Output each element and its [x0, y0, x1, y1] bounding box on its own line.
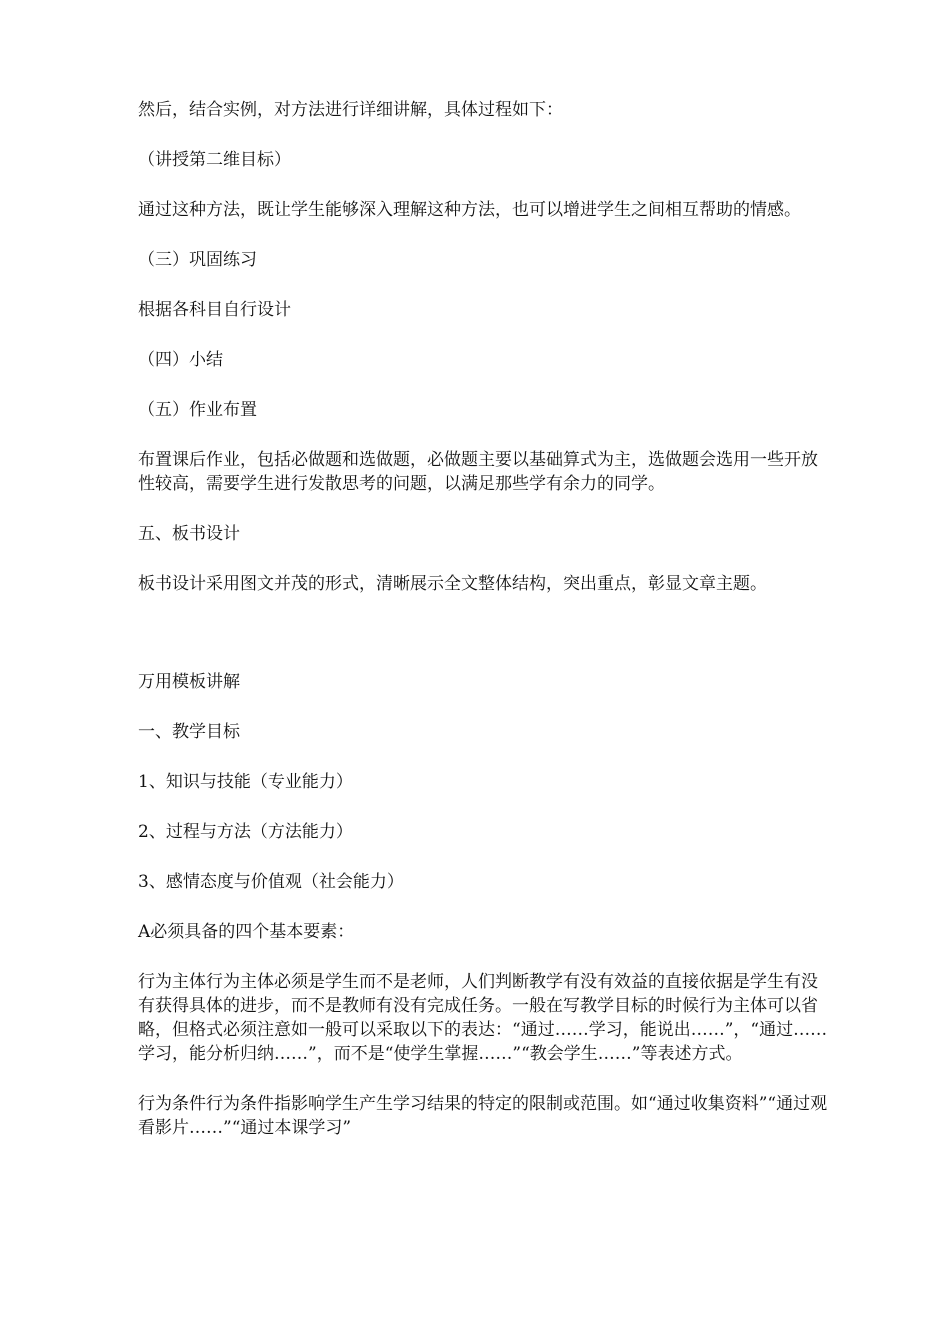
document-subtitle: 万用模板讲解	[138, 672, 240, 692]
section-heading: 一、教学目标	[138, 722, 240, 742]
paragraph: （讲授第二维目标）	[138, 150, 291, 170]
blank-gap	[138, 622, 828, 670]
paragraph: 根据各科目自行设计	[138, 300, 291, 320]
document-body	[138, 98, 828, 1166]
list-item: 3、感情态度与价值观（社会能力）	[138, 872, 404, 892]
section-heading: （四）小结	[138, 350, 223, 370]
paragraph: 板书设计采用图文并茂的形式，清晰展示全文整体结构，突出重点，彰显文章主题。	[138, 574, 767, 594]
paragraph: A必须具备的四个基本要素：	[138, 922, 355, 942]
paragraph: 布置课后作业，包括必做题和选做题，必做题主要以基础算式为主，选做题会选用一些开放性较高，需要学生进行发散思考的问题，以满足那些学有余力的同学。	[138, 450, 818, 494]
paragraph: 然后，结合实例，对方法进行详细讲解，具体过程如下：	[138, 100, 563, 120]
paragraph: 行为条件行为条件指影响学生产生学习结果的特定的限制或范围。如“通过收集资料”“通过观看影片……”“通过本课学习”	[138, 1094, 828, 1138]
section-heading: （三）巩固练习	[138, 250, 257, 270]
list-item: 2、过程与方法（方法能力）	[138, 822, 353, 842]
paragraph: 通过这种方法，既让学生能够深入理解这种方法，也可以增进学生之间相互帮助的情感。	[138, 200, 801, 220]
section-heading: 五、板书设计	[138, 524, 240, 544]
paragraph: 行为主体行为主体必须是学生而不是老师，人们判断教学有没有效益的直接依据是学生有没有获得具体的进步，而不是教师有没有完成任务。一般在写教学目标的时候行为主体可以省略，但格式必须注意如一般可以采取以下的表达：“通过……学习，能说出……”，“通过……学习，能分析归纳……”，而不是“使学生掌握……”“教会学生……”等表述方式。	[138, 972, 828, 1064]
list-item: 1、知识与技能（专业能力）	[138, 772, 353, 792]
section-heading: （五）作业布置	[138, 400, 257, 420]
